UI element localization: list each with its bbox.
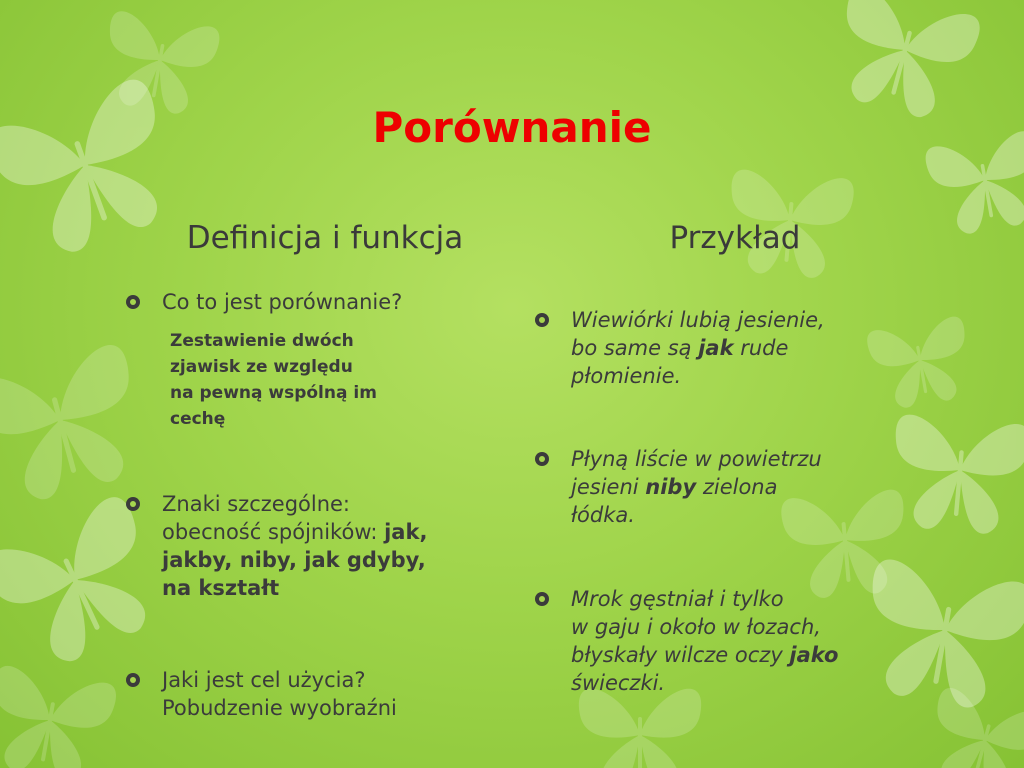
- example-line: Mrok gęstniał i tylko: [571, 587, 784, 611]
- example-line: płomienie.: [571, 364, 682, 388]
- butterfly-icon: [579, 689, 701, 768]
- example-text: błyskały wilcze oczy: [571, 643, 790, 667]
- bullet-icon: [535, 452, 549, 466]
- example-text: zielona: [696, 475, 778, 499]
- conjunction-text: jako: [789, 643, 839, 667]
- example-item: [535, 306, 971, 390]
- slide-title: Porównanie: [372, 103, 652, 152]
- definition-line: Zestawienie dwóch: [170, 331, 354, 351]
- item-text: Co to jest porównanie?: [162, 290, 403, 314]
- bullet-icon: [126, 295, 140, 309]
- example-line: [571, 473, 971, 501]
- item-text: obecność spójników:: [162, 520, 385, 544]
- example-item: [535, 445, 971, 529]
- bullet-icon: [535, 592, 549, 606]
- example-line: łódka.: [571, 503, 635, 527]
- left-column-heading: Definicja i funkcja: [186, 220, 464, 256]
- example-line: Wiewiórki lubią jesienie,: [571, 308, 825, 332]
- item-line: Jaki jest cel użycia?: [162, 668, 366, 692]
- conjunction-text: niby: [645, 475, 697, 499]
- conjunction-text: na kształt: [162, 576, 280, 600]
- example-text: jesieni: [571, 475, 646, 499]
- item-line: [162, 518, 562, 546]
- list-item: [126, 490, 562, 602]
- example-line: Płyną liście w powietrzu: [571, 447, 822, 471]
- item-line: Znaki szczególne:: [162, 492, 351, 516]
- definition-line: zjawisk ze względu: [170, 357, 353, 377]
- example-line: [571, 641, 971, 669]
- conjunction-text: jak,: [384, 520, 428, 544]
- item-line: Pobudzenie wyobraźni: [162, 696, 397, 720]
- bullet-icon: [126, 673, 140, 687]
- example-line: [571, 334, 971, 362]
- bullet-icon: [535, 313, 549, 327]
- example-text: bo same są: [571, 336, 699, 360]
- butterfly-icon: [0, 341, 156, 510]
- conjunction-text: jakby, niby, jak gdyby,: [162, 548, 426, 572]
- example-item: [535, 585, 971, 697]
- definition-line: na pewną wspólną im: [170, 383, 377, 403]
- example-text: rude: [733, 336, 789, 360]
- butterfly-icon: [0, 664, 118, 768]
- example-line: świeczki.: [571, 671, 666, 695]
- list-item: [126, 288, 562, 316]
- definition-line: cechę: [170, 409, 226, 429]
- right-column-heading: Przykład: [669, 220, 801, 256]
- definition-text: [170, 328, 450, 432]
- list-item: [126, 666, 562, 722]
- conjunction-text: jak: [698, 336, 734, 360]
- bullet-icon: [126, 497, 140, 511]
- example-line: w gaju i około w łozach,: [571, 615, 821, 639]
